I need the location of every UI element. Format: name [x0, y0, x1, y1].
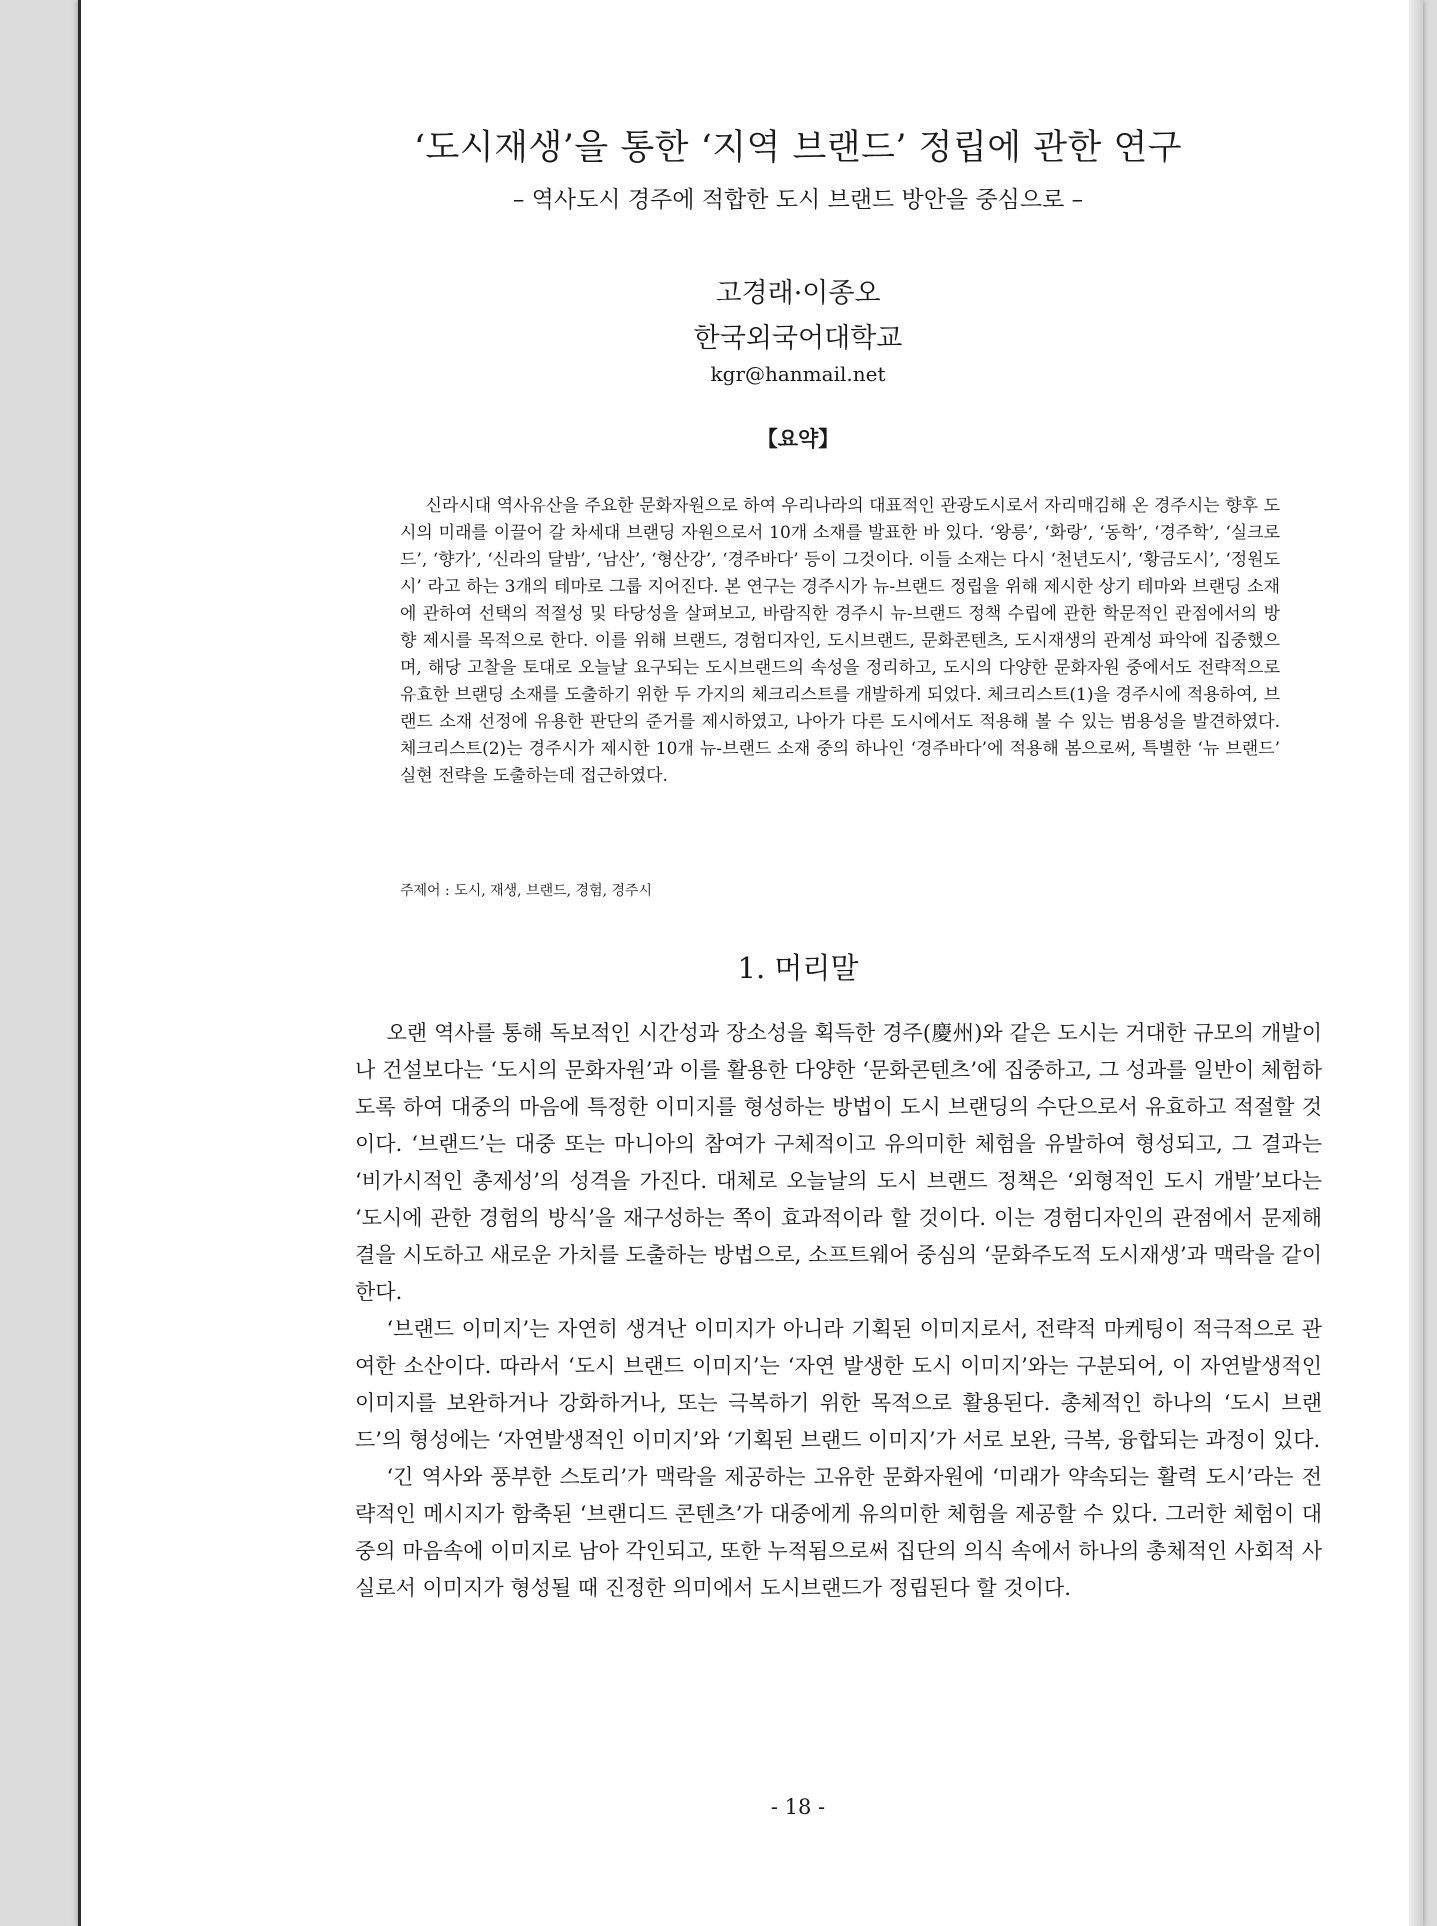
abstract-text: 신라시대 역사유산을 주요한 문화자원으로 하여 우리나라의 대표적인 관광도시로서 자리매김해 온 경주시는 향후 도시의 미래를 이끌어 갈 차세대 브랜딩 자원으로서 10개 소재를 발표한 바 있다. ‘왕릉’, ‘화랑’, ‘동학’, ‘경주학’, ‘실크로드’, ‘향가’, ‘신라의 달밤’, ‘남산’, ‘형산강’, ‘경주바다’ 등이 그것이다. 이들 소재는 다시 ‘천년도시’, ‘황금도시’, ‘정원도시’ 라고 하는 3개의 테마로 그룹 지어진다. 본 연구는 경주시가 뉴-브랜드 정립을 위해 제시한 상기 테마와 브랜딩 소재에 관하여 선택의 적절성 및 타당성을 살펴보고, 바람직한 경주시 뉴-브랜드 정책 수립에 관한 학문적인 관점에서의 방향 제시를 목적으로 한다. 이를 위해 브랜드, 경험디자인, 도시브랜드, 문화콘텐츠, 도시재생의 관계성 파악에 집중했으며, 해당 고찰을 토대로 오늘날 요구되는 도시브랜드의 속성을 정리하고, 도시의 다양한 문화자원 중에서도 전략적으로 유효한 브랜딩 소재를 도출하기 위한 두 가지의 체크리스트를 개발하게 되었다. 체크리스트(1)을 경주시에 적용하여, 브랜드 소재 선정에 유용한 판단의 준거를 제시하였고, 나아가 다른 도시에서도 적용해 볼 수 있는 범용성을 발견하였다. 체크리스트(2)는 경주시가 제시한 10개 뉴-브랜드 소재 중의 하나인 ‘경주바다’에 적용해 봄으로써, 특별한 ‘뉴 브랜드’ 실현 전략을 도출하는데 접근하였다. — [400, 496, 1280, 786]
body-paragraph: ‘브랜드 이미지’는 자연히 생겨난 이미지가 아니라 기획된 이미지로서, 전략적 마케팅이 적극적으로 관여한 소산이다. 따라서 ‘도시 브랜드 이미지’는 ‘자연 발생한 도시 이미지’와는 구분되어, 이 자연발생적인 이미지를 보완하거나 강화하거나, 또는 극복하기 위한 목적으로 활용된다. 총체적인 하나의 ‘도시 브랜드’의 형성에는 ‘자연발생적인 이미지’와 ‘기획된 브랜드 이미지’가 서로 보완, 극복, 융합되는 과정이 있다. — [355, 1317, 1322, 1452]
body-paragraph: 오랜 역사를 통해 독보적인 시간성과 장소성을 획득한 경주(慶州)와 같은 도시는 거대한 규모의 개발이나 건설보다는 ‘도시의 문화자원’과 이를 활용한 다양한 ‘문화콘텐츠’에 집중하고, 그 성과를 일반이 체험하도록 하여 대중의 마음에 특정한 이미지를 형성하는 방법이 도시 브랜딩의 수단으로서 유효하고 적절할 것이다. ‘브랜드’는 대중 또는 마니아의 참여가 구체적이고 유의미한 체험을 유발하여 형성되고, 그 결과는 ‘비가시적인 총제성’의 성격을 가진다. 대체로 오늘날의 도시 브랜드 정책은 ‘외형적인 도시 개발’보다는 ‘도시에 관한 경험의 방식’을 재구성하는 쪽이 효과적이라 할 것이다. 이는 경험디자인의 관점에서 문제해결을 시도하고 새로운 가치를 도출하는 방법으로, 소프트웨어 중심의 ‘문화주도적 도시재생’과 맥락을 같이 한다. — [355, 1021, 1322, 1304]
body-paragraph: ‘긴 역사와 풍부한 스토리’가 맥락을 제공하는 고유한 문화자원에 ‘미래가 약속되는 활력 도시’라는 전략적인 메시지가 함축된 ‘브랜디드 콘텐츠’가 대중에게 유의미한 체험을 제공할 수 있다. 그러한 체험이 대중의 마음속에 이미지로 남아 각인되고, 또한 누적됨으로써 집단의 의식 속에서 하나의 총체적인 사회적 사실로서 이미지가 형성될 때 진정한 의미에서 도시브랜드가 정립된다 할 것이다. — [355, 1465, 1322, 1600]
section-heading: 1. 머리말 — [737, 951, 859, 985]
section-body — [355, 1015, 1322, 1607]
page-number: - 18 - — [770, 1795, 826, 1819]
paper-affiliation: 한국외국어대학교 — [693, 323, 903, 354]
page-content — [274, 0, 1322, 1926]
abstract-heading: 【요약】 — [756, 426, 840, 451]
paper-title: ‘도시재생’을 통한 ‘지역 브랜드’ 정립에 관한 연구 — [413, 128, 1183, 168]
keywords: 주제어 : 도시, 재생, 브랜드, 경험, 경주시 — [400, 883, 653, 899]
document-page — [78, 0, 1423, 1926]
author-email: kgr@hanmail.net — [710, 362, 886, 386]
paper-subtitle: – 역사도시 경주에 적합한 도시 브랜드 방안을 중심으로 – — [512, 187, 1084, 213]
paper-authors: 고경래·이종오 — [715, 278, 881, 309]
page-edge-shadow — [1409, 0, 1423, 1926]
